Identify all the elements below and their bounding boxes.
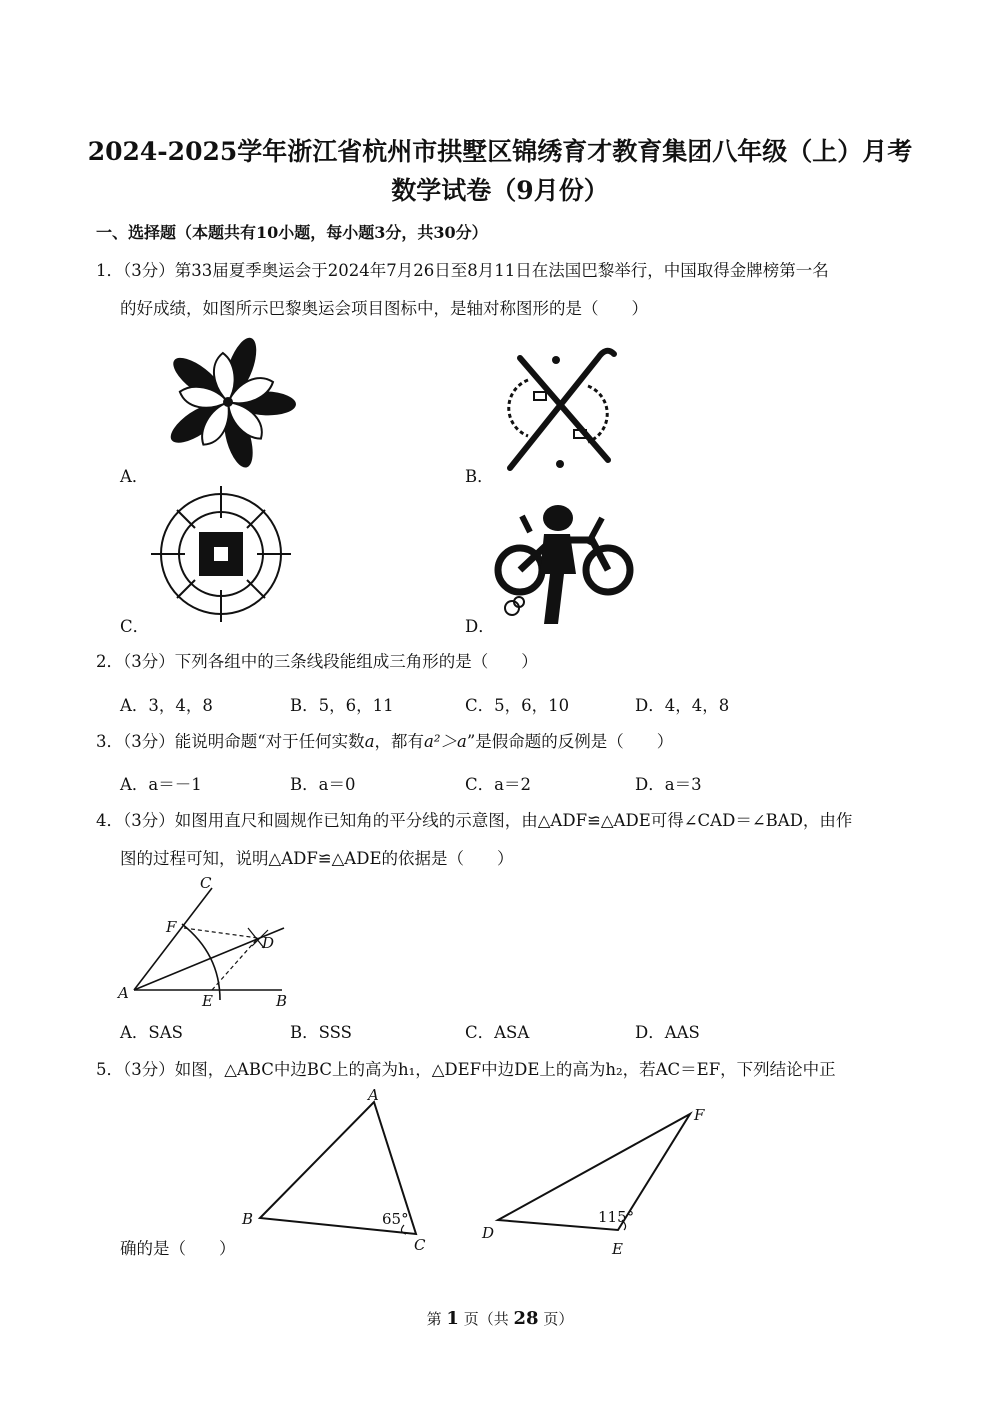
q3-option-c: C．a＝2 — [465, 775, 531, 794]
vertex-label: F — [694, 1106, 705, 1124]
page-number: 1 — [446, 1308, 459, 1329]
point-label: B — [276, 992, 288, 1010]
question-number: 5． — [96, 1060, 123, 1079]
vertex-label: C — [414, 1236, 426, 1254]
q1-option-a: A． — [120, 467, 149, 486]
hockey-sticks-icon — [488, 340, 628, 480]
question-number: 4． — [96, 811, 123, 830]
q1-option-b: B． — [465, 467, 494, 486]
cyclist-icon — [492, 500, 637, 630]
q2-option-b: B．5，6，11 — [290, 696, 394, 715]
question-1-line2: 的好成绩，如图所示巴黎奥运会项目图标中，是轴对称图形的是（ ） — [120, 299, 648, 318]
footer-text: 页） — [543, 1310, 574, 1328]
q4-option-b: B．SSS — [290, 1023, 352, 1042]
question-text: （3分）能说明命题“对于任何实数 — [123, 732, 365, 751]
vertex-label: E — [612, 1240, 623, 1258]
triangle-def-figure — [476, 1102, 716, 1262]
q4-option-a: A．SAS — [120, 1023, 183, 1042]
question-5-line2: 确的是（ ） — [120, 1239, 236, 1258]
angle-label: 115° — [598, 1208, 635, 1226]
q3-option-d: D．a＝3 — [635, 775, 702, 794]
q1-option-d: D． — [465, 617, 495, 636]
q2-option-c: C．5，6，10 — [465, 696, 570, 715]
question-text: （3分）下列各组中的三条线段能组成三角形的是（ ） — [123, 652, 538, 671]
q4-option-c: C．ASA — [465, 1023, 530, 1042]
vertex-label: D — [482, 1224, 495, 1242]
question-text: 第33届夏季奥运会于2024年7月26日至8月11日在法国巴黎举行，中国取得金牌榜第一名 — [174, 261, 829, 280]
question-text: ，都有 — [374, 732, 425, 751]
section-heading: 一、选择题（本题共有10小题，每小题3分，共30分） — [96, 223, 488, 242]
page-title-line1: 2024-2025学年浙江省杭州市拱墅区锦绣育才教育集团八年级（上）月考 — [87, 137, 913, 166]
inequality: a²＞a — [424, 732, 467, 751]
q2-option-d: D．4，4，8 — [635, 696, 730, 715]
question-number: 3． — [96, 732, 123, 751]
vertex-label: A — [368, 1086, 379, 1104]
question-3 — [96, 730, 673, 754]
q4-option-d: D．AAS — [635, 1023, 700, 1042]
question-score: （3分） — [123, 261, 175, 280]
question-2 — [96, 650, 538, 674]
question-4-line1 — [96, 809, 852, 833]
q1-option-c: C． — [120, 617, 150, 636]
question-text: （3分）如图，△ABC中边BC上的高为h₁，△DEF中边DE上的高为h₂，若AC＝EF，下列结论中正 — [123, 1060, 836, 1079]
angle-bisector-figure — [112, 872, 302, 1012]
page-footer — [0, 1308, 1000, 1329]
question-number: 1． — [96, 261, 123, 280]
question-1-line1 — [96, 259, 829, 283]
q3-option-a: A．a＝－1 — [120, 775, 202, 794]
total-pages: 28 — [513, 1308, 539, 1329]
footer-text: 第 — [426, 1310, 442, 1328]
angle-label: 65° — [382, 1210, 409, 1228]
point-label: E — [202, 992, 213, 1010]
footer-text: 页（共 — [463, 1310, 509, 1328]
page-title-line2: 数学试卷（9月份） — [391, 176, 609, 205]
triangle-abc-figure — [238, 1082, 438, 1257]
target-icon — [150, 486, 292, 622]
q2-option-a: A．3，4，8 — [120, 696, 213, 715]
question-5-line1 — [96, 1058, 836, 1082]
q3-option-b: B．a＝0 — [290, 775, 356, 794]
question-4-line2: 图的过程可知，说明△ADF≌△ADE的依据是（ ） — [120, 849, 514, 868]
point-label: C — [200, 874, 212, 892]
vertex-label: B — [242, 1210, 254, 1228]
pinwheel-icon — [148, 330, 308, 480]
point-label: A — [118, 984, 129, 1002]
question-text: ”是假命题的反例是（ ） — [466, 732, 674, 751]
point-label: D — [262, 934, 275, 952]
point-label: F — [166, 918, 177, 936]
question-number: 2． — [96, 652, 123, 671]
question-text: （3分）如图用直尺和圆规作已知角的平分线的示意图，由△ADF≌△ADE可得∠CAD＝∠BAD，由作 — [123, 811, 853, 830]
variable: a — [364, 732, 375, 751]
